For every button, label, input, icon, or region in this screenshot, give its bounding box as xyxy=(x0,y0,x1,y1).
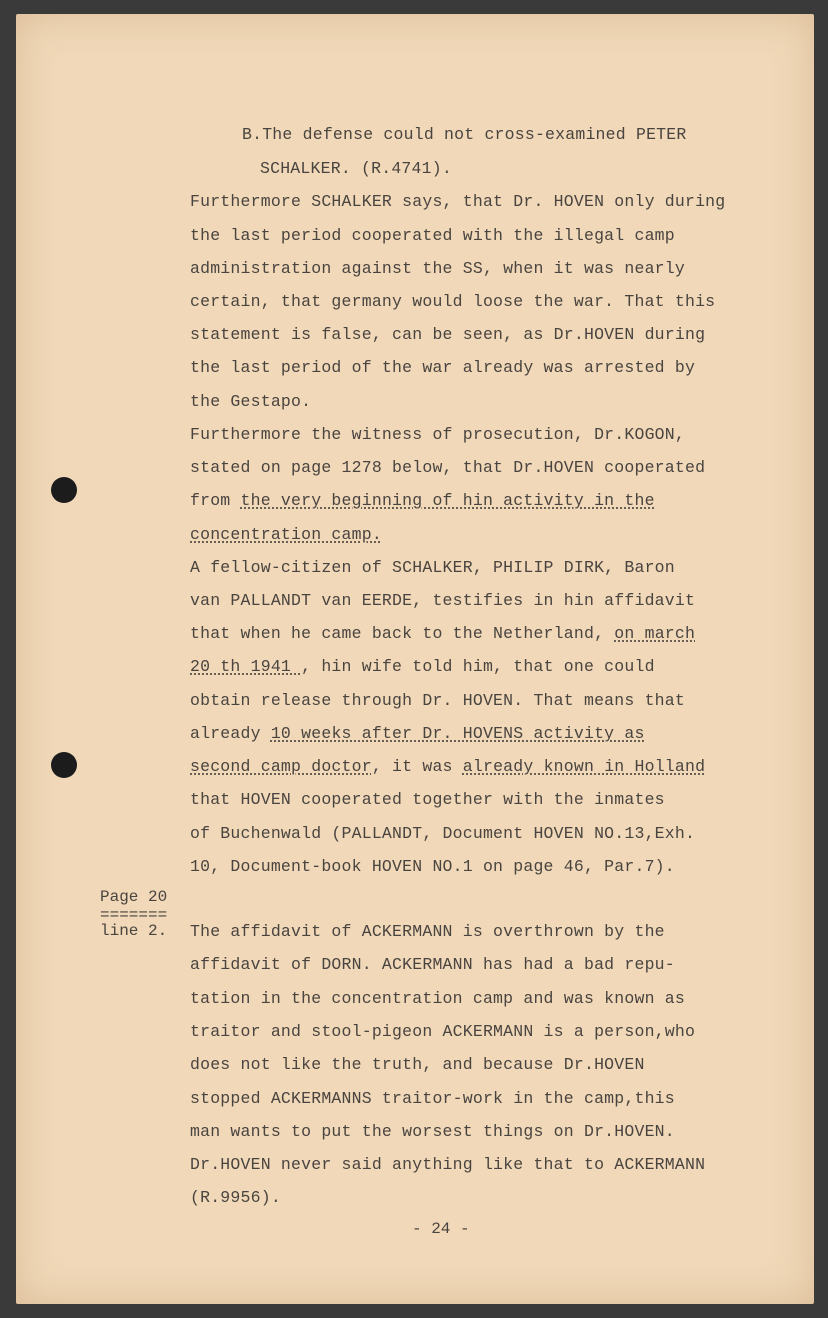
text-line: 10, Document-book HOVEN NO.1 on page 46, Par.7). xyxy=(190,857,675,876)
text-segment: from xyxy=(190,491,241,510)
text-line: stated on page 1278 below, that Dr.HOVEN cooperated xyxy=(190,458,706,477)
text-line: affidavit of DORN. ACKERMANN has had a bad repu- xyxy=(190,955,675,974)
underlined-text: second camp doctor xyxy=(190,757,372,776)
underlined-text: concentration camp. xyxy=(190,525,382,544)
text-line: van PALLANDT van EERDE, testifies in hin affidavit xyxy=(190,591,696,610)
text-line: man wants to put the worsest things on Dr.HOVEN. xyxy=(190,1122,675,1141)
underlined-text: 20 th 1941 xyxy=(190,657,302,676)
text-line: certain, that germany would loose the war. That this xyxy=(190,292,716,311)
text-line: Furthermore SCHALKER says, that Dr. HOVEN only during xyxy=(190,192,726,211)
underlined-text: the very beginning of hin activity in the xyxy=(240,491,655,510)
text-segment: that when he came back to the Netherland, xyxy=(190,624,615,643)
text-line: tation in the concentration camp and was known as xyxy=(190,989,685,1008)
text-line xyxy=(190,757,705,777)
heading-line-1: B.The defense could not cross-examined PETER xyxy=(242,125,687,144)
text-line: the last period cooperated with the illegal camp xyxy=(190,226,675,245)
document-page xyxy=(16,14,814,1304)
text-line: Furthermore the witness of prosecution, Dr.KOGON, xyxy=(190,425,685,444)
text-line xyxy=(190,491,655,511)
text-line: does not like the truth, and because Dr.HOVEN xyxy=(190,1055,645,1074)
text-line: The affidavit of ACKERMANN is overthrown by the xyxy=(190,922,665,941)
underlined-text: 10 weeks after Dr. HOVENS activity as xyxy=(270,724,645,743)
text-line xyxy=(190,724,645,744)
punch-hole xyxy=(51,477,77,503)
text-line: that HOVEN cooperated together with the inmates xyxy=(190,790,665,809)
text-line xyxy=(190,657,655,677)
text-line: A fellow-citizen of SCHALKER, PHILIP DIRK, Baron xyxy=(190,558,675,577)
text-line: statement is false, can be seen, as Dr.HOVEN during xyxy=(190,325,706,344)
text-segment: , it was xyxy=(371,757,463,776)
text-line xyxy=(190,624,695,644)
text-segment: already xyxy=(190,724,271,743)
underlined-text: on march xyxy=(614,624,696,643)
text-line: the Gestapo. xyxy=(190,392,312,411)
margin-page-ref: Page 20 xyxy=(100,888,168,906)
heading-line-2: SCHALKER. (R.4741). xyxy=(260,159,452,178)
text-line: Dr.HOVEN never said anything like that to ACKERMANN xyxy=(190,1155,706,1174)
punch-hole xyxy=(51,752,77,778)
margin-line-ref: line 2. xyxy=(100,922,168,940)
page-number: - 24 - xyxy=(412,1220,470,1238)
text-line: the last period of the war already was arrested by xyxy=(190,358,696,377)
text-segment: , hin wife told him, that one could xyxy=(301,657,655,676)
text-line: obtain release through Dr. HOVEN. That means that xyxy=(190,691,685,710)
text-line: stopped ACKERMANNS traitor-work in the camp,this xyxy=(190,1089,675,1108)
text-line: (R.9956). xyxy=(190,1188,281,1207)
text-line: traitor and stool-pigeon ACKERMANN is a person,who xyxy=(190,1022,696,1041)
text-line: administration against the SS, when it was nearly xyxy=(190,259,685,278)
margin-rule: ======= xyxy=(100,906,168,924)
text-line: of Buchenwald (PALLANDT, Document HOVEN NO.13,Exh. xyxy=(190,824,696,843)
underlined-text: already known in Holland xyxy=(462,757,706,776)
